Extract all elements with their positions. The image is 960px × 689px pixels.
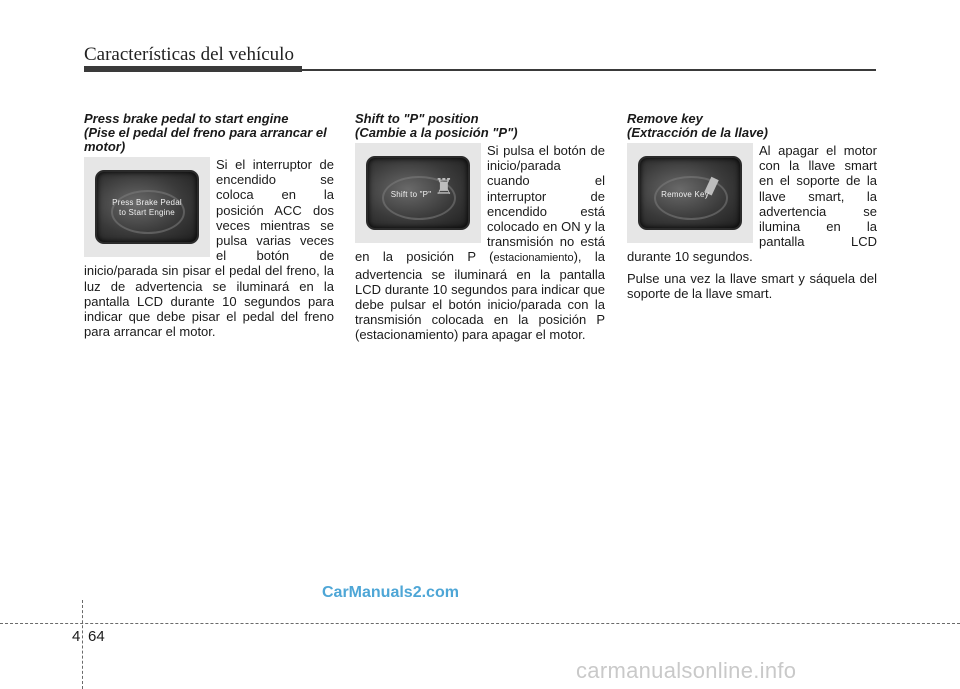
heading-english: Remove key: [627, 111, 703, 126]
gear-shifter-icon: ♜: [434, 174, 454, 199]
lcd-warning-figure: [355, 143, 481, 243]
lcd-display: [638, 156, 742, 230]
watermark-carmanuals2[interactable]: CarManuals2.com: [322, 584, 459, 601]
lcd-warning-figure: [84, 157, 210, 257]
header-rule-thin: [302, 69, 876, 71]
heading-spanish: (Cambie a la posición "P"): [355, 125, 518, 140]
section-shift-to-p: [355, 112, 605, 343]
watermark-carmanualsonline[interactable]: carmanualsonline.info: [576, 658, 797, 683]
lcd-display: [95, 170, 199, 244]
heading-spanish: (Extracción de la llave): [627, 125, 768, 140]
lcd-message: [97, 198, 197, 218]
footer-vertical-rule: [82, 600, 83, 689]
lcd-message-line-2: to Start Engine: [119, 208, 175, 217]
section-paragraph: Si el interruptor de encendido se coloca en la posición ACC dos veces mientras se pulsa varias veces el botón de inicio/parada sin pisar el pedal del freno, la luz de advertencia se iluminará en la pantalla LCD durante 10 segundos para indicar que debe pisar el pedal del freno para arrancar el motor.: [84, 157, 334, 340]
section-paragraph-2: Pulse una vez la llave smart y sáquela del soporte de la llave smart.: [627, 270, 877, 301]
lcd-message: [638, 190, 740, 200]
heading-english: Shift to "P" position: [355, 111, 479, 126]
footer-rule: [0, 623, 960, 624]
paragraph-part-b: ), la advertencia se iluminará en la pantalla LCD durante 10 segundos para indicar que debe pulsar el botón inicio/parada con la transmisión colocada en la posición P (estacionamiento) para apagar el motor.: [355, 249, 605, 343]
lcd-display: [366, 156, 470, 230]
section-number: 4: [72, 628, 81, 645]
paragraph-part-a: Si pulsa el botón de inicio/parada cuando el interruptor de encendido está colocado en ON y la transmisión no está en la posición P (: [355, 143, 605, 265]
page-header-title: Características del vehículo: [84, 44, 294, 65]
lcd-warning-figure: [627, 143, 753, 243]
paragraph-small-text: estacionamiento: [493, 252, 574, 265]
lcd-message-line-1: Shift to "P": [390, 190, 432, 199]
section-remove-key: [627, 112, 877, 307]
lcd-message: [366, 190, 468, 200]
lcd-message-line-1: Remove Key: [661, 190, 709, 199]
heading-english: Press brake pedal to start engine: [84, 111, 289, 126]
section-heading: [627, 112, 877, 140]
section-heading: [84, 112, 334, 154]
section-press-brake: [84, 112, 334, 339]
lcd-message-line-1: Press Brake Pedal: [112, 198, 182, 207]
header-rule-thick: [84, 66, 302, 72]
page-number: 64: [88, 628, 105, 645]
heading-spanish: (Pise el pedal del freno para arrancar el motor): [84, 125, 327, 154]
smart-key-icon: ▮: [701, 170, 724, 199]
section-paragraph-1: Al apagar el motor con la llave smart en el soporte de la llave smart, la advertencia se ilumina en la pantalla LCD durante 10 segundos.: [627, 143, 877, 265]
section-heading: [355, 112, 605, 140]
